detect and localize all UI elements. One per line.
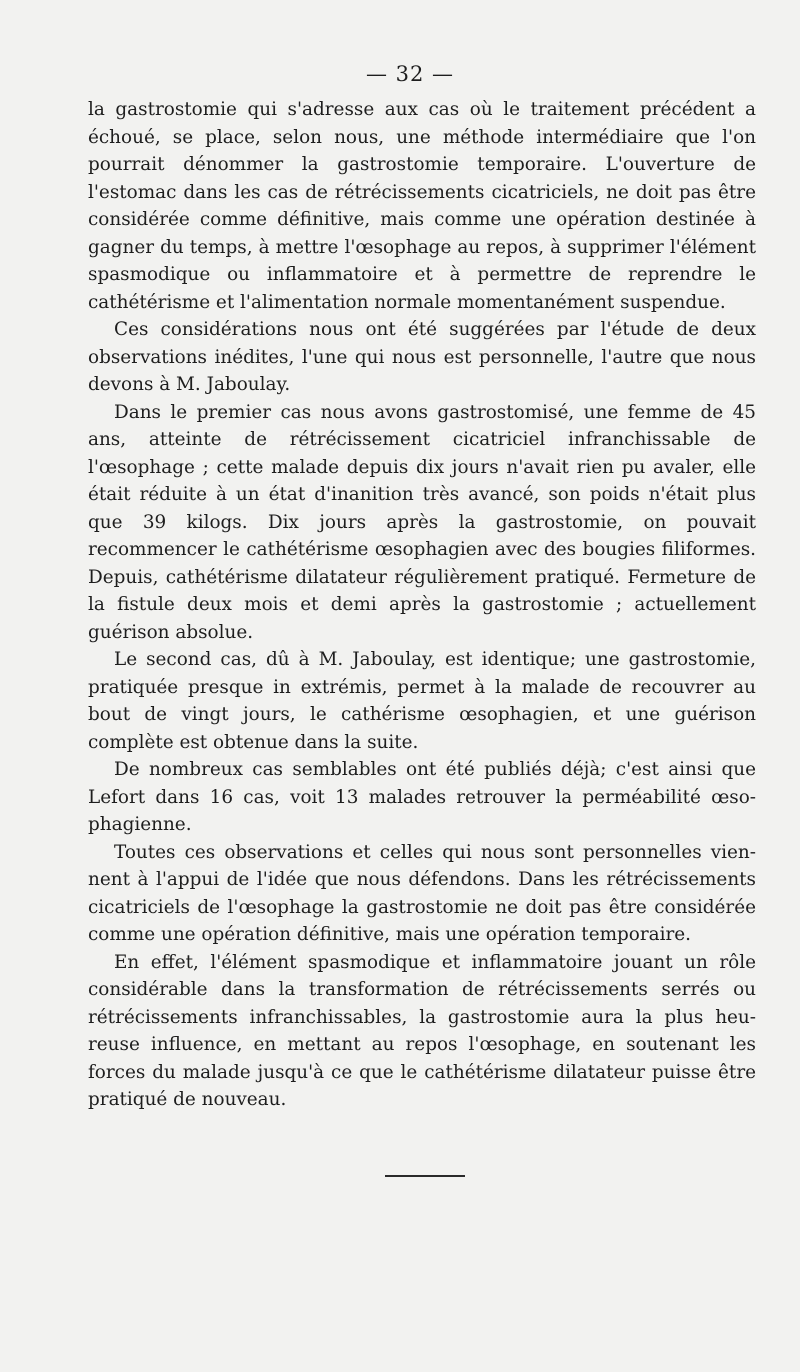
paragraph-4: Le second cas, dû à M. Jaboulay, est identique; une gastrostomie, pratiquée presque in extrémis, permet à la malade de recouvrer au bout de vingt jours, le cathérisme œsophagien, et une guérison complète est obtenue dans la suite. <box>88 649 756 753</box>
page-number: — 32 — <box>365 62 455 86</box>
end-rule-divider <box>385 1175 465 1177</box>
paragraph-2: Ces considérations nous ont été suggérées par l'étude de deux observations inédites, l'une qui nous est personnelle, l'autre que nous devons à M. Jaboulay. <box>88 319 756 395</box>
body-text <box>88 96 756 1114</box>
paragraph-3: Dans le premier cas nous avons gastrostomisé, une femme de 45 ans, atteinte de rétrécissement cicatriciel infranchissable de l'œsophage ; cette malade depuis dix jours n'avait rien pu avaler, elle était réduite à un état d'inanition très avancé, son poids n'était plus que 39 kilogs. Dix jours après la gastrostomie, on pouvait recommencer le cathétérisme œsophagien avec des bougies filiformes. Depuis, cathétérisme dilatateur régulièrement pratiqué. Fermeture de la fistule deux mois et demi après la gastrostomie ; actuellement guérison absolue. <box>88 401 756 643</box>
paragraph-7: En effet, l'élément spasmodique et inflammatoire jouant un rôle considérable dans la transformation de rétrécissements serrés ou rétrécissements infranchissables, la gastrostomie aura la plus heureuse influence, en mettant au repos l'œsophage, en soutenant les forces du malade jusqu'à ce que le cathétérisme dilatateur puisse être pratiqué de nouveau. <box>88 951 756 1110</box>
paragraph-6: Toutes ces observations et celles qui nous sont personnelles viennent à l'appui de l'idée que nous défendons. Dans les rétrécissements cicatriciels de l'œsophage la gastrostomie ne doit pas être considérée comme une opération définitive, mais une opération temporaire. <box>88 841 756 945</box>
paragraph-5: De nombreux cas semblables ont été publiés déjà; c'est ainsi que Lefort dans 16 cas, voit 13 malades retrouver la perméabilité œsophagienne. <box>88 759 756 835</box>
paragraph-1: la gastrostomie qui s'adresse aux cas où le traitement précédent a échoué, se place, selon nous, une méthode intermédiaire que l'on pourrait dénommer la gastrostomie temporaire. L'ouverture de l'estomac dans les cas de rétrécissements cicatriciels, ne doit pas être considérée comme définitive, mais comme une opération destinée à gagner du temps, à mettre l'œsophage au repos, à supprimer l'élément spasmodique ou inflammatoire et à permettre de reprendre le cathétérisme et l'alimentation normale momentanément suspendue. <box>88 99 756 313</box>
